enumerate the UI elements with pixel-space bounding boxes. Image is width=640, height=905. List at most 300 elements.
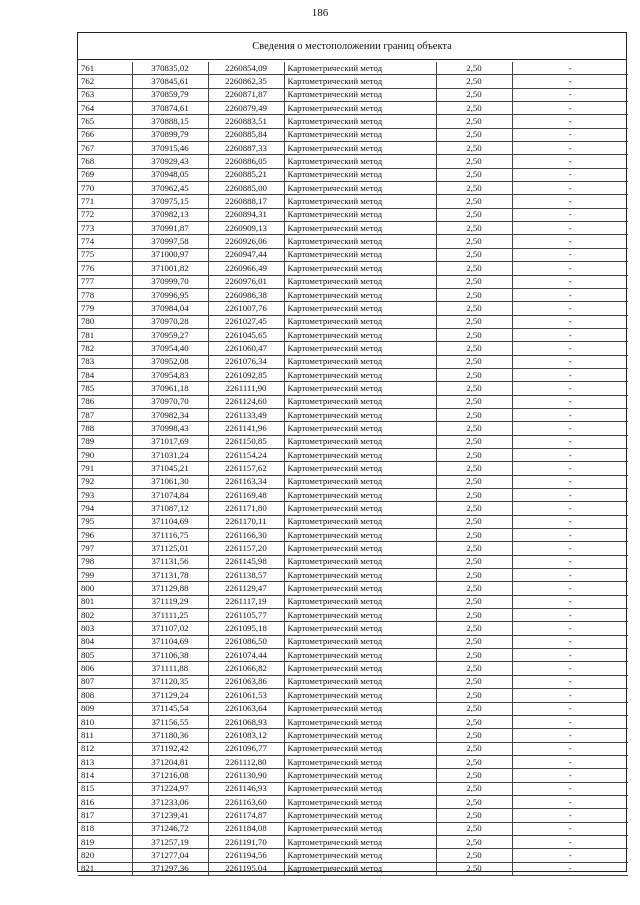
table-row (78, 182, 628, 195)
note-cell: - (512, 782, 628, 795)
accuracy-cell: 2,50 (436, 222, 512, 235)
table-row (78, 155, 628, 168)
y-coordinate-cell: 2261157,20 (208, 542, 284, 555)
table-row (78, 168, 628, 181)
y-coordinate-cell: 2261163,60 (208, 795, 284, 808)
point-number-cell: 815 (78, 782, 132, 795)
note-cell: - (512, 342, 628, 355)
y-coordinate-cell: 2261124,60 (208, 395, 284, 408)
x-coordinate-cell: 371119,29 (132, 595, 208, 608)
table-row (78, 275, 628, 288)
table-row (78, 849, 628, 862)
y-coordinate-cell: 2261157,62 (208, 462, 284, 475)
x-coordinate-cell: 370991,87 (132, 222, 208, 235)
note-cell: - (512, 355, 628, 368)
accuracy-cell: 2,50 (436, 88, 512, 101)
accuracy-cell: 2,50 (436, 168, 512, 181)
point-number-cell: 788 (78, 422, 132, 435)
note-cell: - (512, 408, 628, 421)
accuracy-cell: 2,50 (436, 849, 512, 862)
point-number-cell: 771 (78, 195, 132, 208)
note-cell: - (512, 115, 628, 128)
method-cell: Картометрический метод (284, 622, 436, 635)
x-coordinate-cell: 370929,43 (132, 155, 208, 168)
accuracy-cell: 2,50 (436, 448, 512, 461)
y-coordinate-cell: 2261171,80 (208, 502, 284, 515)
note-cell: - (512, 835, 628, 848)
accuracy-cell: 2,50 (436, 368, 512, 381)
table-row (78, 702, 628, 715)
point-number-cell: 775 (78, 248, 132, 261)
y-coordinate-cell: 2260885,21 (208, 168, 284, 181)
x-coordinate-cell: 370970,28 (132, 315, 208, 328)
method-cell: Картометрический метод (284, 782, 436, 795)
note-cell: - (512, 622, 628, 635)
x-coordinate-cell: 370899,79 (132, 128, 208, 141)
table-body (78, 62, 628, 875)
y-coordinate-cell: 2260886,05 (208, 155, 284, 168)
note-cell: - (512, 102, 628, 115)
accuracy-cell: 2,50 (436, 662, 512, 675)
x-coordinate-cell: 371233,06 (132, 795, 208, 808)
table-row (78, 368, 628, 381)
note-cell: - (512, 489, 628, 502)
y-coordinate-cell: 2261195,04 (208, 862, 284, 875)
point-number-cell: 806 (78, 662, 132, 675)
x-coordinate-cell: 371239,41 (132, 809, 208, 822)
method-cell: Картометрический метод (284, 489, 436, 502)
table-row (78, 142, 628, 155)
point-number-cell: 801 (78, 595, 132, 608)
accuracy-cell: 2,50 (436, 609, 512, 622)
point-number-cell: 785 (78, 382, 132, 395)
method-cell: Картометрический метод (284, 502, 436, 515)
method-cell: Картометрический метод (284, 795, 436, 808)
y-coordinate-cell: 2261154,24 (208, 448, 284, 461)
boundary-coordinates-table (78, 62, 628, 876)
y-coordinate-cell: 2261111,90 (208, 382, 284, 395)
note-cell: - (512, 662, 628, 675)
x-coordinate-cell: 370915,46 (132, 142, 208, 155)
point-number-cell: 787 (78, 408, 132, 421)
note-cell: - (512, 168, 628, 181)
y-coordinate-cell: 2260966,49 (208, 262, 284, 275)
accuracy-cell: 2,50 (436, 515, 512, 528)
y-coordinate-cell: 2261129,47 (208, 582, 284, 595)
method-cell: Картометрический метод (284, 235, 436, 248)
y-coordinate-cell: 2260885,00 (208, 182, 284, 195)
point-number-cell: 802 (78, 609, 132, 622)
table-row (78, 115, 628, 128)
x-coordinate-cell: 371246,72 (132, 822, 208, 835)
y-coordinate-cell: 2261076,34 (208, 355, 284, 368)
x-coordinate-cell: 370888,15 (132, 115, 208, 128)
accuracy-cell: 2,50 (436, 542, 512, 555)
note-cell: - (512, 155, 628, 168)
table-row (78, 582, 628, 595)
y-coordinate-cell: 2261060,47 (208, 342, 284, 355)
accuracy-cell: 2,50 (436, 835, 512, 848)
note-cell: - (512, 302, 628, 315)
table-row (78, 235, 628, 248)
accuracy-cell: 2,50 (436, 62, 512, 75)
point-number-cell: 816 (78, 795, 132, 808)
note-cell: - (512, 195, 628, 208)
table-row (78, 782, 628, 795)
y-coordinate-cell: 2261112,80 (208, 755, 284, 768)
point-number-cell: 784 (78, 368, 132, 381)
accuracy-cell: 2,50 (436, 275, 512, 288)
method-cell: Картометрический метод (284, 315, 436, 328)
accuracy-cell: 2,50 (436, 142, 512, 155)
x-coordinate-cell: 370961,18 (132, 382, 208, 395)
method-cell: Картометрический метод (284, 422, 436, 435)
accuracy-cell: 2,50 (436, 595, 512, 608)
method-cell: Картометрический метод (284, 155, 436, 168)
y-coordinate-cell: 2261045,65 (208, 328, 284, 341)
method-cell: Картометрический метод (284, 662, 436, 675)
note-cell: - (512, 475, 628, 488)
accuracy-cell: 2,50 (436, 195, 512, 208)
x-coordinate-cell: 371129,88 (132, 582, 208, 595)
note-cell: - (512, 502, 628, 515)
table-row (78, 475, 628, 488)
y-coordinate-cell: 2261061,53 (208, 689, 284, 702)
accuracy-cell: 2,50 (436, 502, 512, 515)
note-cell: - (512, 849, 628, 862)
point-number-cell: 765 (78, 115, 132, 128)
point-number-cell: 809 (78, 702, 132, 715)
table-row (78, 435, 628, 448)
table-row (78, 462, 628, 475)
note-cell: - (512, 609, 628, 622)
accuracy-cell: 2,50 (436, 435, 512, 448)
x-coordinate-cell: 371131,56 (132, 555, 208, 568)
accuracy-cell: 2,50 (436, 569, 512, 582)
note-cell: - (512, 235, 628, 248)
y-coordinate-cell: 2260894,31 (208, 208, 284, 221)
accuracy-cell: 2,50 (436, 102, 512, 115)
x-coordinate-cell: 371277,04 (132, 849, 208, 862)
y-coordinate-cell: 2260976,01 (208, 275, 284, 288)
table-row (78, 622, 628, 635)
y-coordinate-cell: 2261095,18 (208, 622, 284, 635)
y-coordinate-cell: 2260879,49 (208, 102, 284, 115)
method-cell: Картометрический метод (284, 742, 436, 755)
y-coordinate-cell: 2260854,09 (208, 62, 284, 75)
accuracy-cell: 2,50 (436, 408, 512, 421)
x-coordinate-cell: 371111,25 (132, 609, 208, 622)
point-number-cell: 811 (78, 729, 132, 742)
accuracy-cell: 2,50 (436, 555, 512, 568)
y-coordinate-cell: 2261096,77 (208, 742, 284, 755)
method-cell: Картометрический метод (284, 569, 436, 582)
accuracy-cell: 2,50 (436, 395, 512, 408)
note-cell: - (512, 702, 628, 715)
x-coordinate-cell: 370952,08 (132, 355, 208, 368)
accuracy-cell: 2,50 (436, 675, 512, 688)
table-row (78, 342, 628, 355)
method-cell: Картометрический метод (284, 555, 436, 568)
x-coordinate-cell: 370962,45 (132, 182, 208, 195)
accuracy-cell: 2,50 (436, 582, 512, 595)
point-number-cell: 796 (78, 529, 132, 542)
y-coordinate-cell: 2261150,85 (208, 435, 284, 448)
method-cell: Картометрический метод (284, 475, 436, 488)
y-coordinate-cell: 2261163,34 (208, 475, 284, 488)
accuracy-cell: 2,50 (436, 755, 512, 768)
accuracy-cell: 2,50 (436, 649, 512, 662)
point-number-cell: 768 (78, 155, 132, 168)
note-cell: - (512, 382, 628, 395)
note-cell: - (512, 595, 628, 608)
point-number-cell: 776 (78, 262, 132, 275)
note-cell: - (512, 142, 628, 155)
table-row (78, 662, 628, 675)
method-cell: Картометрический метод (284, 182, 436, 195)
note-cell: - (512, 809, 628, 822)
method-cell: Картометрический метод (284, 262, 436, 275)
point-number-cell: 798 (78, 555, 132, 568)
y-coordinate-cell: 2260909,13 (208, 222, 284, 235)
table-row (78, 75, 628, 88)
point-number-cell: 791 (78, 462, 132, 475)
accuracy-cell: 2,50 (436, 182, 512, 195)
point-number-cell: 818 (78, 822, 132, 835)
point-number-cell: 777 (78, 275, 132, 288)
note-cell: - (512, 448, 628, 461)
note-cell: - (512, 635, 628, 648)
table-row (78, 262, 628, 275)
accuracy-cell: 2,50 (436, 115, 512, 128)
method-cell: Картометрический метод (284, 515, 436, 528)
method-cell: Картометрический метод (284, 288, 436, 301)
note-cell: - (512, 769, 628, 782)
method-cell: Картометрический метод (284, 542, 436, 555)
note-cell: - (512, 715, 628, 728)
accuracy-cell: 2,50 (436, 128, 512, 141)
page-number: 186 (311, 7, 329, 19)
note-cell: - (512, 75, 628, 88)
boundary-table-frame (77, 32, 627, 872)
point-number-cell: 769 (78, 168, 132, 181)
y-coordinate-cell: 2261133,49 (208, 408, 284, 421)
table-row (78, 195, 628, 208)
y-coordinate-cell: 2261063,86 (208, 675, 284, 688)
accuracy-cell: 2,50 (436, 715, 512, 728)
method-cell: Картометрический метод (284, 195, 436, 208)
accuracy-cell: 2,50 (436, 795, 512, 808)
table-row (78, 795, 628, 808)
table-row (78, 822, 628, 835)
method-cell: Картометрический метод (284, 88, 436, 101)
note-cell: - (512, 395, 628, 408)
note-cell: - (512, 275, 628, 288)
table-row (78, 529, 628, 542)
table-row (78, 835, 628, 848)
method-cell: Картометрический метод (284, 302, 436, 315)
accuracy-cell: 2,50 (436, 302, 512, 315)
x-coordinate-cell: 370982,34 (132, 408, 208, 421)
point-number-cell: 780 (78, 315, 132, 328)
y-coordinate-cell: 2261083,12 (208, 729, 284, 742)
y-coordinate-cell: 2260871,87 (208, 88, 284, 101)
table-row (78, 715, 628, 728)
method-cell: Картометрический метод (284, 755, 436, 768)
method-cell: Картометрический метод (284, 75, 436, 88)
point-number-cell: 767 (78, 142, 132, 155)
point-number-cell: 781 (78, 328, 132, 341)
x-coordinate-cell: 371031,24 (132, 448, 208, 461)
table-row (78, 248, 628, 261)
note-cell: - (512, 675, 628, 688)
accuracy-cell: 2,50 (436, 235, 512, 248)
x-coordinate-cell: 370948,05 (132, 168, 208, 181)
note-cell: - (512, 88, 628, 101)
table-row (78, 502, 628, 515)
x-coordinate-cell: 371087,12 (132, 502, 208, 515)
point-number-cell: 808 (78, 689, 132, 702)
method-cell: Картометрический метод (284, 275, 436, 288)
y-coordinate-cell: 2261141,96 (208, 422, 284, 435)
table-row (78, 128, 628, 141)
accuracy-cell: 2,50 (436, 462, 512, 475)
point-number-cell: 819 (78, 835, 132, 848)
x-coordinate-cell: 371131,78 (132, 569, 208, 582)
note-cell: - (512, 315, 628, 328)
accuracy-cell: 2,50 (436, 809, 512, 822)
accuracy-cell: 2,50 (436, 689, 512, 702)
method-cell: Картометрический метод (284, 609, 436, 622)
point-number-cell: 805 (78, 649, 132, 662)
x-coordinate-cell: 371045,21 (132, 462, 208, 475)
note-cell: - (512, 755, 628, 768)
table-row (78, 62, 628, 75)
accuracy-cell: 2,50 (436, 422, 512, 435)
table-row (78, 569, 628, 582)
y-coordinate-cell: 2261063,64 (208, 702, 284, 715)
x-coordinate-cell: 371074,84 (132, 489, 208, 502)
note-cell: - (512, 62, 628, 75)
table-row (78, 809, 628, 822)
x-coordinate-cell: 370999,70 (132, 275, 208, 288)
table-row (78, 288, 628, 301)
table-row (78, 102, 628, 115)
y-coordinate-cell: 2261174,87 (208, 809, 284, 822)
x-coordinate-cell: 371257,19 (132, 835, 208, 848)
y-coordinate-cell: 2261194,56 (208, 849, 284, 862)
x-coordinate-cell: 371125,01 (132, 542, 208, 555)
table-row (78, 315, 628, 328)
table-row (78, 729, 628, 742)
method-cell: Картометрический метод (284, 62, 436, 75)
point-number-cell: 790 (78, 448, 132, 461)
method-cell: Картометрический метод (284, 102, 436, 115)
method-cell: Картометрический метод (284, 342, 436, 355)
y-coordinate-cell: 2261191,70 (208, 835, 284, 848)
table-row (78, 222, 628, 235)
x-coordinate-cell: 371001,82 (132, 262, 208, 275)
method-cell: Картометрический метод (284, 849, 436, 862)
method-cell: Картометрический метод (284, 408, 436, 421)
point-number-cell: 814 (78, 769, 132, 782)
method-cell: Картометрический метод (284, 822, 436, 835)
y-coordinate-cell: 2261166,30 (208, 529, 284, 542)
x-coordinate-cell: 371107,02 (132, 622, 208, 635)
accuracy-cell: 2,50 (436, 489, 512, 502)
x-coordinate-cell: 371120,35 (132, 675, 208, 688)
accuracy-cell: 2,50 (436, 622, 512, 635)
y-coordinate-cell: 2260926,06 (208, 235, 284, 248)
point-number-cell: 821 (78, 862, 132, 875)
method-cell: Картометрический метод (284, 222, 436, 235)
note-cell: - (512, 288, 628, 301)
x-coordinate-cell: 371192,42 (132, 742, 208, 755)
x-coordinate-cell: 371145,54 (132, 702, 208, 715)
y-coordinate-cell: 2261068,93 (208, 715, 284, 728)
y-coordinate-cell: 2260885,84 (208, 128, 284, 141)
table-row (78, 515, 628, 528)
y-coordinate-cell: 2261105,77 (208, 609, 284, 622)
x-coordinate-cell: 371104,69 (132, 515, 208, 528)
accuracy-cell: 2,50 (436, 782, 512, 795)
x-coordinate-cell: 371129,24 (132, 689, 208, 702)
note-cell: - (512, 328, 628, 341)
method-cell: Картометрический метод (284, 435, 436, 448)
point-number-cell: 817 (78, 809, 132, 822)
accuracy-cell: 2,50 (436, 208, 512, 221)
table-row (78, 635, 628, 648)
x-coordinate-cell: 370845,61 (132, 75, 208, 88)
method-cell: Картометрический метод (284, 675, 436, 688)
accuracy-cell: 2,50 (436, 702, 512, 715)
table-row (78, 208, 628, 221)
table-row (78, 595, 628, 608)
method-cell: Картометрический метод (284, 248, 436, 261)
y-coordinate-cell: 2260883,51 (208, 115, 284, 128)
y-coordinate-cell: 2261086,50 (208, 635, 284, 648)
x-coordinate-cell: 370874,61 (132, 102, 208, 115)
accuracy-cell: 2,50 (436, 729, 512, 742)
x-coordinate-cell: 370859,79 (132, 88, 208, 101)
point-number-cell: 762 (78, 75, 132, 88)
table-row (78, 302, 628, 315)
point-number-cell: 779 (78, 302, 132, 315)
point-number-cell: 763 (78, 88, 132, 101)
method-cell: Картометрический метод (284, 702, 436, 715)
note-cell: - (512, 742, 628, 755)
table-row (78, 382, 628, 395)
y-coordinate-cell: 2261130,90 (208, 769, 284, 782)
note-cell: - (512, 862, 628, 875)
accuracy-cell: 2,50 (436, 288, 512, 301)
y-coordinate-cell: 2260888,17 (208, 195, 284, 208)
y-coordinate-cell: 2260862,35 (208, 75, 284, 88)
method-cell: Картометрический метод (284, 168, 436, 181)
note-cell: - (512, 542, 628, 555)
point-number-cell: 778 (78, 288, 132, 301)
method-cell: Картометрический метод (284, 835, 436, 848)
table-row (78, 422, 628, 435)
method-cell: Картометрический метод (284, 368, 436, 381)
x-coordinate-cell: 371204,81 (132, 755, 208, 768)
table-row (78, 355, 628, 368)
y-coordinate-cell: 2261145,98 (208, 555, 284, 568)
x-coordinate-cell: 370954,83 (132, 368, 208, 381)
accuracy-cell: 2,50 (436, 862, 512, 875)
point-number-cell: 813 (78, 755, 132, 768)
x-coordinate-cell: 371297,36 (132, 862, 208, 875)
